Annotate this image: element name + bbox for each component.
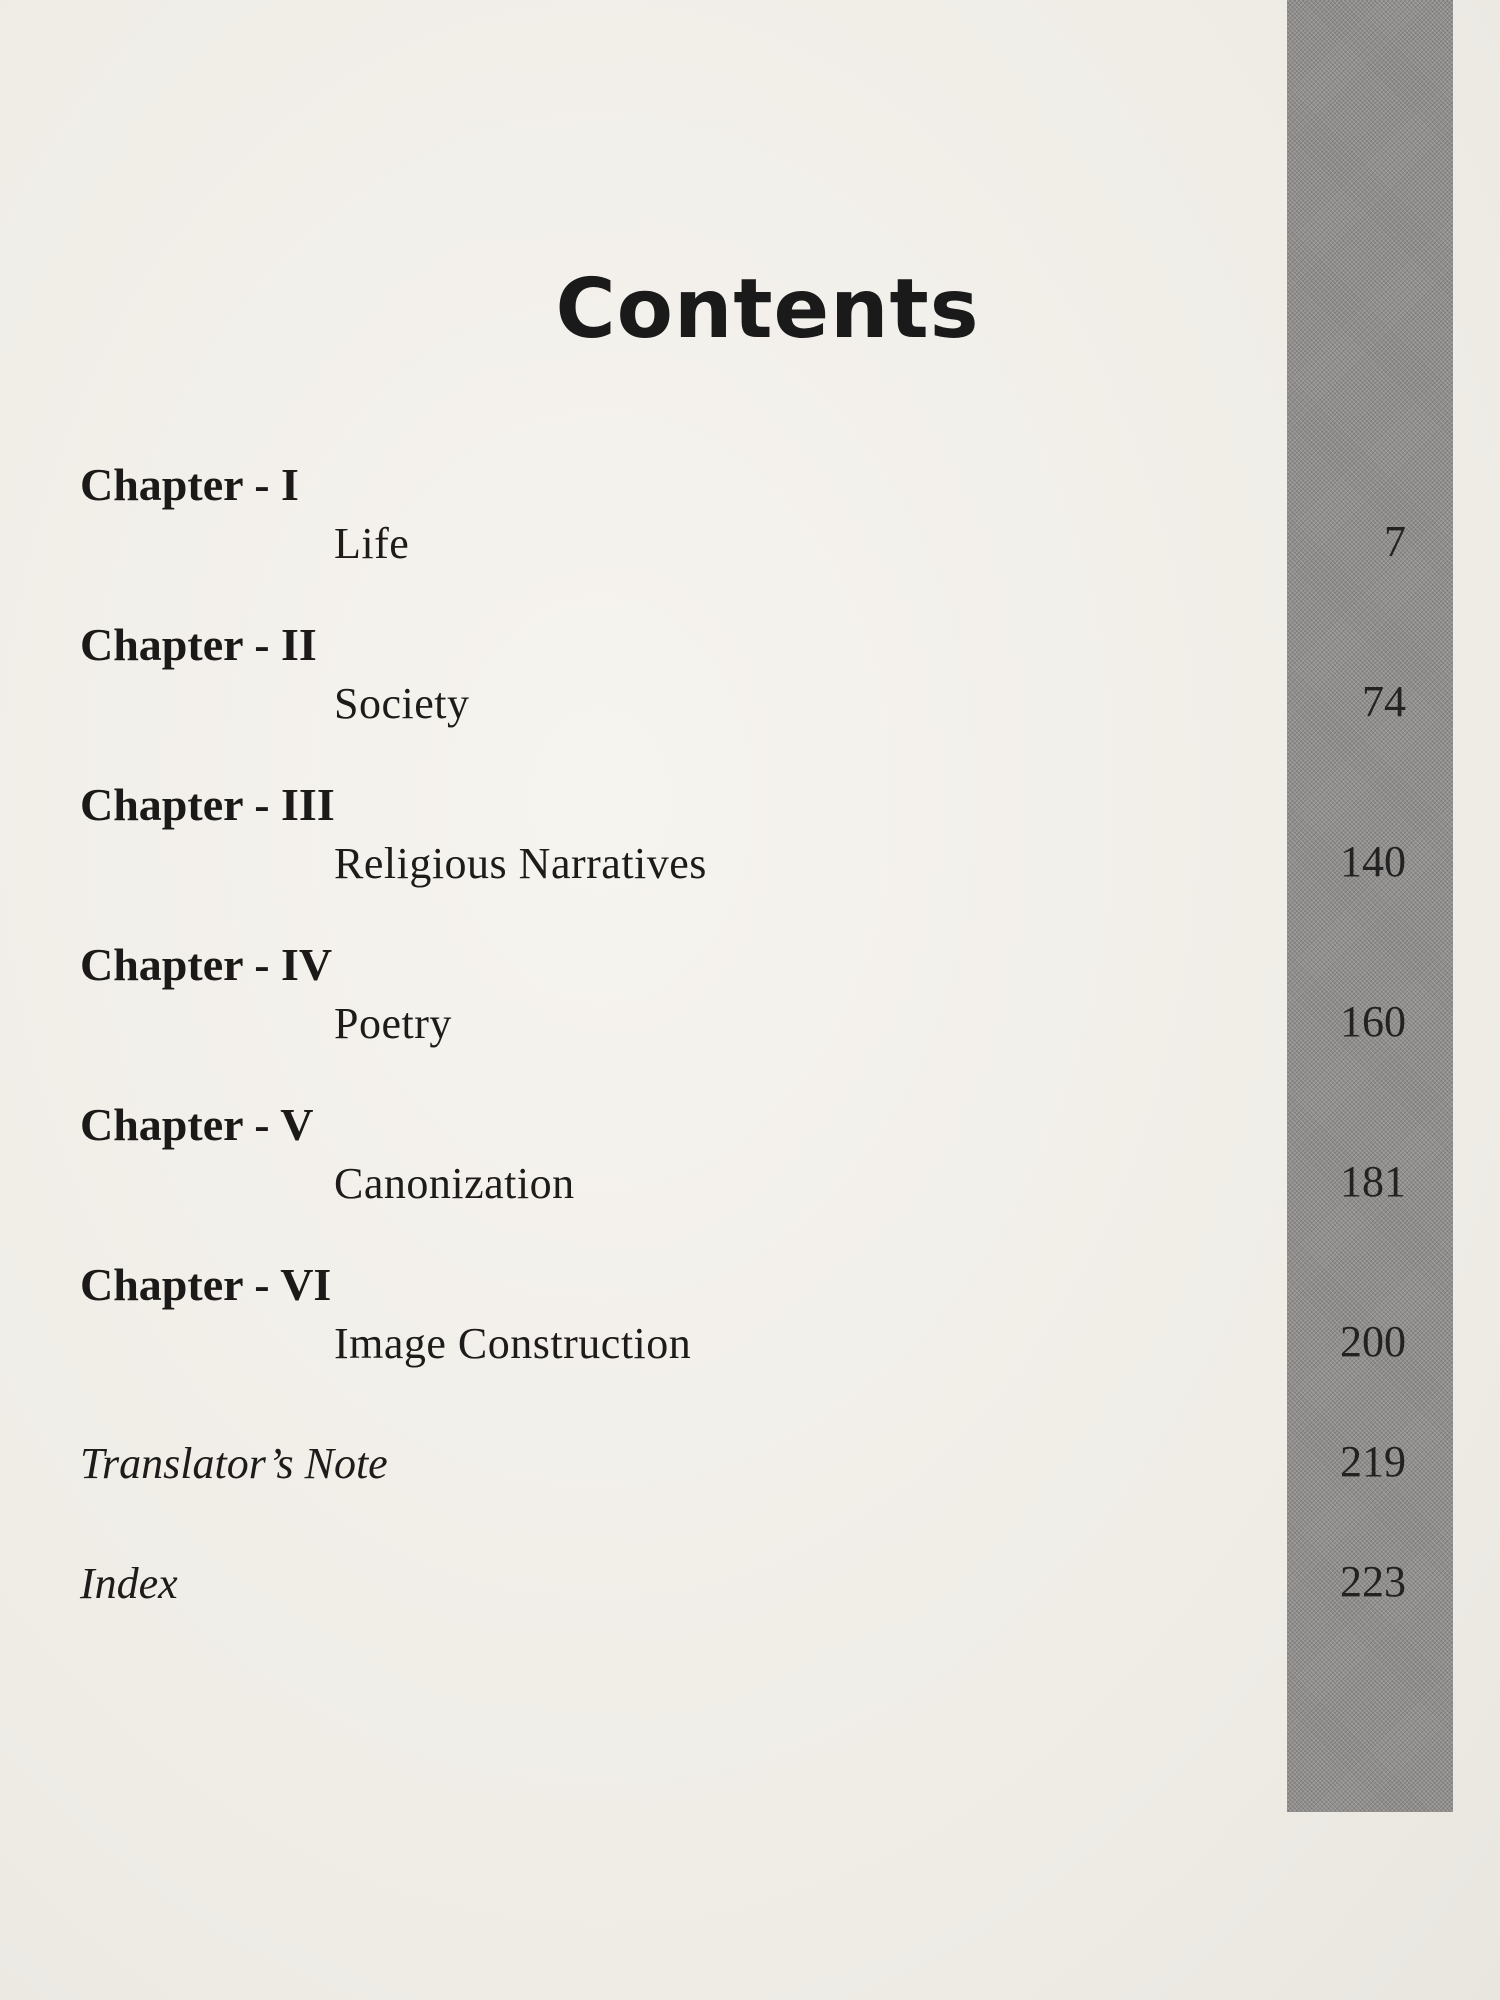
back-matter-title: Index [80, 1559, 178, 1608]
page-number: 181 [1340, 1157, 1406, 1206]
chapter-label: Chapter - I [80, 459, 299, 510]
page-number: 219 [1340, 1437, 1406, 1486]
chapter-label: Chapter - V [80, 1099, 314, 1150]
page-title: Contents [555, 262, 980, 357]
page-number: 200 [1340, 1317, 1406, 1366]
page-number: 223 [1340, 1557, 1406, 1606]
back-matter-title: Translator’s Note [80, 1439, 388, 1488]
chapter-label: Chapter - II [80, 619, 317, 670]
chapter-title: Canonization [334, 1159, 575, 1208]
chapter-label: Chapter - III [80, 779, 335, 830]
chapter-title: Religious Narratives [334, 839, 707, 888]
chapter-label: Chapter - IV [80, 939, 333, 990]
page-number: 74 [1362, 677, 1406, 726]
chapter-title: Poetry [334, 999, 452, 1048]
page-number: 7 [1384, 517, 1406, 566]
chapter-title: Image Construction [334, 1319, 692, 1368]
chapter-label: Chapter - VI [80, 1259, 332, 1310]
chapter-title: Society [334, 679, 470, 728]
page-number: 140 [1340, 837, 1406, 886]
chapter-title: Life [334, 519, 410, 568]
page-number: 160 [1340, 997, 1406, 1046]
